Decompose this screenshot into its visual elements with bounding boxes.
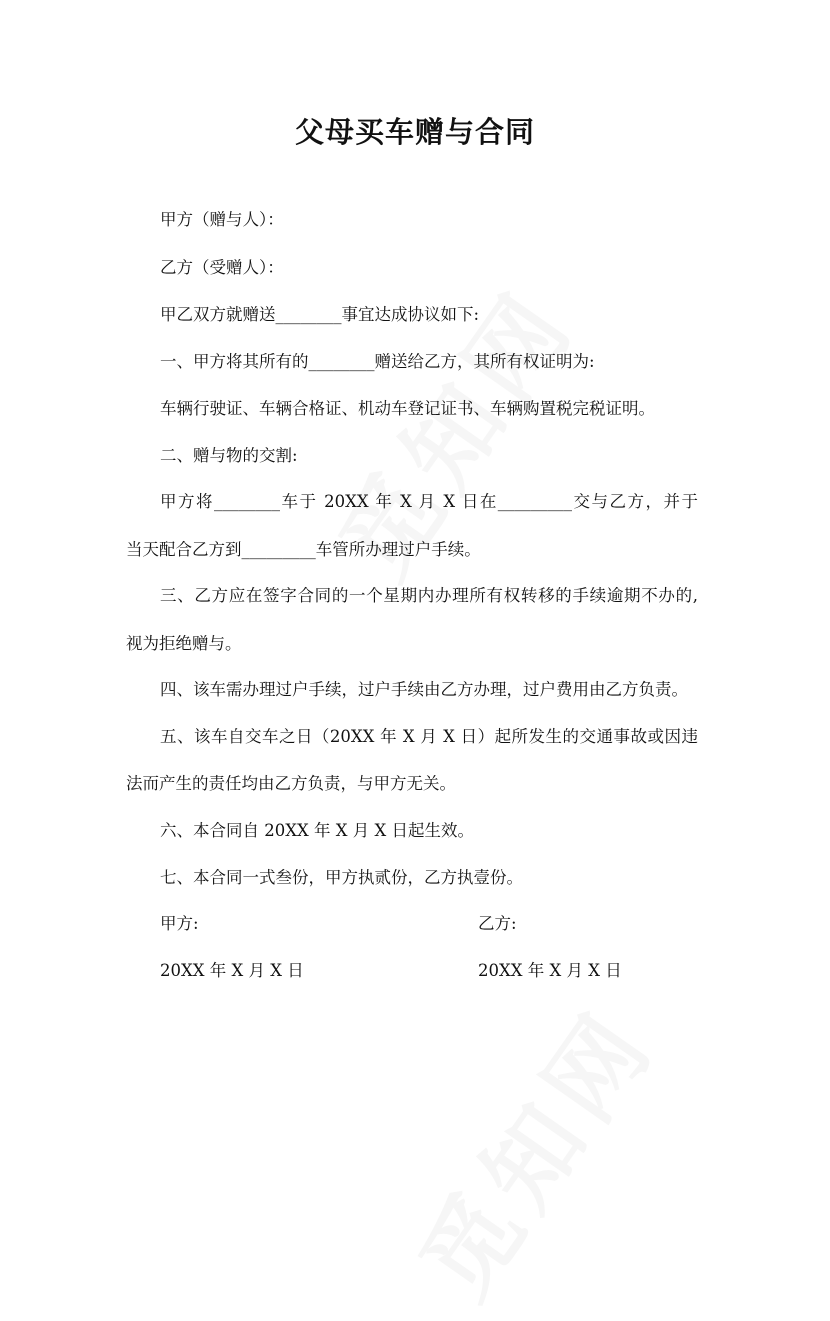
clause-2-heading: 二、赠与物的交割: bbox=[160, 446, 298, 465]
signature-party-a-date: 20XX 年 X 月 X 日 bbox=[160, 961, 304, 980]
document-title: 父母买车赠与合同 bbox=[294, 115, 535, 149]
clause-3-line-2: 视为拒绝赠与。 bbox=[126, 634, 242, 653]
clause-1-line-2: 车辆行驶证、车辆合格证、机动车登记证书、车辆购置税完税证明。 bbox=[160, 399, 655, 418]
clause-7: 七、本合同一式叁份，甲方执贰份，乙方执壹份。 bbox=[160, 868, 523, 887]
clause-4: 四、该车需办理过户手续，过户手续由乙方办理，过户费用由乙方负责。 bbox=[160, 680, 688, 699]
signature-party-b-label: 乙方: bbox=[478, 914, 517, 933]
watermark bbox=[383, 977, 681, 1321]
party-b-line: 乙方（受赠人）： bbox=[160, 258, 284, 277]
clause-2-line-1: 甲方将________车于 20XX 年 X 月 X 日在_________交与乙方，并于 bbox=[160, 492, 698, 511]
clause-5-line-1: 五、该车自交车之日（20XX 年 X 月 X 日）起所发生的交通事故或因违 bbox=[160, 727, 698, 746]
clause-2-line-2: 当天配合乙方到_________车管所办理过户手续。 bbox=[126, 540, 481, 559]
clause-3-line-1: 三、乙方应在签字合同的一个星期内办理所有权转移的手续逾期不办的, bbox=[160, 586, 698, 605]
party-a-line: 甲方（赠与人）： bbox=[160, 210, 284, 229]
intro-paragraph: 甲乙双方就赠送________事宜达成协议如下: bbox=[160, 305, 480, 324]
signature-party-a-label: 甲方: bbox=[160, 914, 199, 933]
clause-6: 六、本合同自 20XX 年 X 月 X 日起生效。 bbox=[160, 821, 474, 840]
signature-party-b-date: 20XX 年 X 月 X 日 bbox=[478, 961, 622, 980]
clause-5-line-2: 法而产生的责任均由乙方负责，与甲方无关。 bbox=[126, 774, 456, 793]
clause-1-line-1: 一、甲方将其所有的________赠送给乙方，其所有权证明为: bbox=[160, 352, 595, 371]
